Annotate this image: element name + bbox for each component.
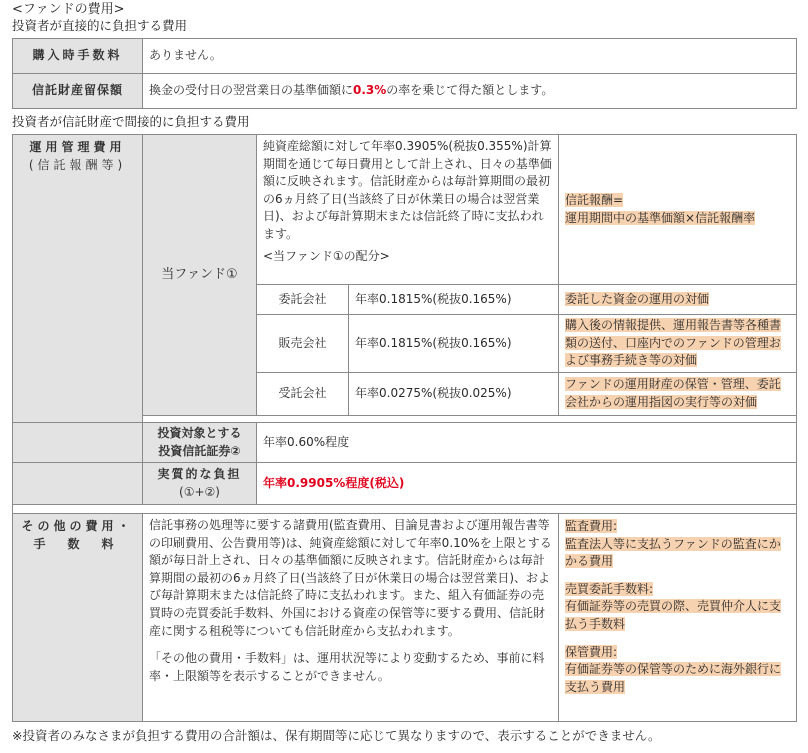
other-fee-note-body: 有価証券等の保管等のために海外銀行に支払う費用 (565, 662, 782, 694)
fund-description: 純資産総額に対して年率0.3905%(税抜0.355%)計算期間を通じて毎日費用として計上され、日々の基準価額に反映されます。信託財産からは毎計算期間の最初の6ヵ月終了日(当該終了日が休業日の場合は翌営業日)、および毎計算期末または信託終了時に支払われます。 (263, 139, 552, 241)
other-fee-note-body: 有価証券等の売買の際、売買仲介人に支払う手数料 (565, 599, 782, 631)
effective-cost-label-line1: 実質的な負担 (157, 466, 242, 481)
fee-formula-cell (559, 135, 797, 285)
allocation-party: 受託会社 (257, 373, 349, 416)
section-heading: <ファンドの費用> (12, 2, 125, 17)
reserve-text-post: の率を乗じて得た額とします。 (386, 83, 554, 98)
purchase-fee-value: ありません。 (143, 39, 797, 74)
allocation-role-cell (559, 373, 797, 416)
other-fee-note (565, 644, 790, 697)
target-fund-label-line1: 投資対象とする (157, 425, 242, 440)
reserve-text-pre: 換金の受付日の翌営業日の基準価額に (149, 83, 354, 98)
indirect-cost-table (12, 134, 797, 722)
other-fees-label (13, 514, 143, 722)
direct-cost-table (12, 38, 797, 109)
allocation-role-cell (559, 315, 797, 373)
other-fee-note-title: 保管費用: (565, 644, 618, 659)
footnote: ※投資者のみなさまが負担する費用の合計額は、保有期間等に応じて異なりますので、表示することができません。 (12, 728, 661, 743)
spacer-row (13, 505, 797, 514)
allocation-role: 購入後の情報提供、運用報告書等各種書類の送付、口座内でのファンドの管理および事務手続き等の対価 (565, 318, 782, 368)
target-fund-label-line2: 投資信託証券② (158, 443, 241, 458)
target-fund-row (13, 423, 797, 463)
allocation-role: ファンドの運用財産の保管・管理、委託会社からの運用指図の実行等の対価 (565, 377, 781, 409)
effective-cost-label-line2: (①+②) (179, 484, 220, 499)
other-fee-note (565, 518, 790, 571)
allocation-rate: 年率0.1815%(税抜0.165%) (349, 285, 559, 315)
fee-formula-line2: 運用期間中の基準価額×信託報酬率 (565, 210, 756, 225)
spacer-cell (13, 505, 797, 514)
allocation-role: 委託した資金の運用の対価 (565, 291, 710, 306)
allocation-caption: <当ファンド①の配分> (263, 248, 390, 263)
reserve-rate: 0.3% (353, 83, 387, 98)
indirect-cost-caption: 投資者が信託財産で間接的に負担する費用 (12, 114, 250, 129)
reserve-value (143, 74, 797, 109)
purchase-fee-row (13, 39, 797, 74)
purchase-fee-label: 購入時手数料 (13, 39, 143, 74)
reserve-row (13, 74, 797, 109)
mgmt-fee-label-cont (13, 423, 143, 463)
allocation-rate: 年率0.0275%(税抜0.025%) (349, 373, 559, 416)
target-fund-label (143, 423, 257, 463)
fund-fee-row (13, 135, 797, 285)
effective-cost-label (143, 463, 257, 505)
other-fees-label-line2: 手数料 (33, 536, 136, 551)
other-fees-note: 「その他の費用・手数料」は、運用状況等により変動するため、事前に料率・上限額等を表示することができません。 (149, 651, 545, 683)
other-fees-description-cell (143, 514, 559, 722)
other-fees-notes-cell (559, 514, 797, 722)
allocation-party: 販売会社 (257, 315, 349, 373)
other-fee-note-body: 監査法人等に支払うファンドの監査にかかる費用 (565, 536, 781, 569)
mgmt-fee-label-cont (13, 463, 143, 505)
reserve-label: 信託財産留保額 (13, 74, 143, 109)
allocation-rate: 年率0.1815%(税抜0.165%) (349, 315, 559, 373)
other-fee-note-title: 売買委託手数料: (565, 581, 654, 596)
fund-label: 当ファンド① (143, 135, 257, 416)
fund-description-cell (257, 135, 559, 285)
fee-formula-line1: 信託報酬= (565, 192, 624, 207)
spacer-cell (143, 416, 797, 423)
other-fees-label-line1: その他の費用・ (21, 519, 134, 533)
allocation-role-cell (559, 285, 797, 315)
other-fees-description: 信託事務の処理等に要する諸費用(監査費用、目論見書および運用報告書等の印刷費用、公告費用等)は、純資産総額に対して年率0.10%を上限とする額が毎日計上され、日々の基準価額に反映されます。信託財産からは毎計算期間の最初の6ヵ月終了日(当該終了日が休業日の場合は翌営業日)、および毎計算期末または信託終了時に支払われます。また、組入有価証券の売買時の売買委託手数料、外国における資産の保管等に要する費用、信託財産に関する租税等についても信託財産から支払われます。 (149, 518, 552, 638)
other-fee-note-title: 監査費用: (565, 519, 618, 533)
direct-cost-caption: 投資者が直接的に負担する費用 (12, 18, 188, 33)
other-fee-note (565, 581, 790, 634)
mgmt-fee-label-line2: (信託報酬等) (28, 157, 127, 172)
other-fees-row (13, 514, 797, 722)
mgmt-fee-label-line1: 運用管理費用 (29, 140, 126, 154)
mgmt-fee-label (13, 135, 143, 423)
allocation-party: 委託会社 (257, 285, 349, 315)
effective-cost-row (13, 463, 797, 505)
effective-cost-value: 年率0.9905%程度(税込) (257, 463, 797, 505)
target-fund-value: 年率0.60%程度 (257, 423, 797, 463)
